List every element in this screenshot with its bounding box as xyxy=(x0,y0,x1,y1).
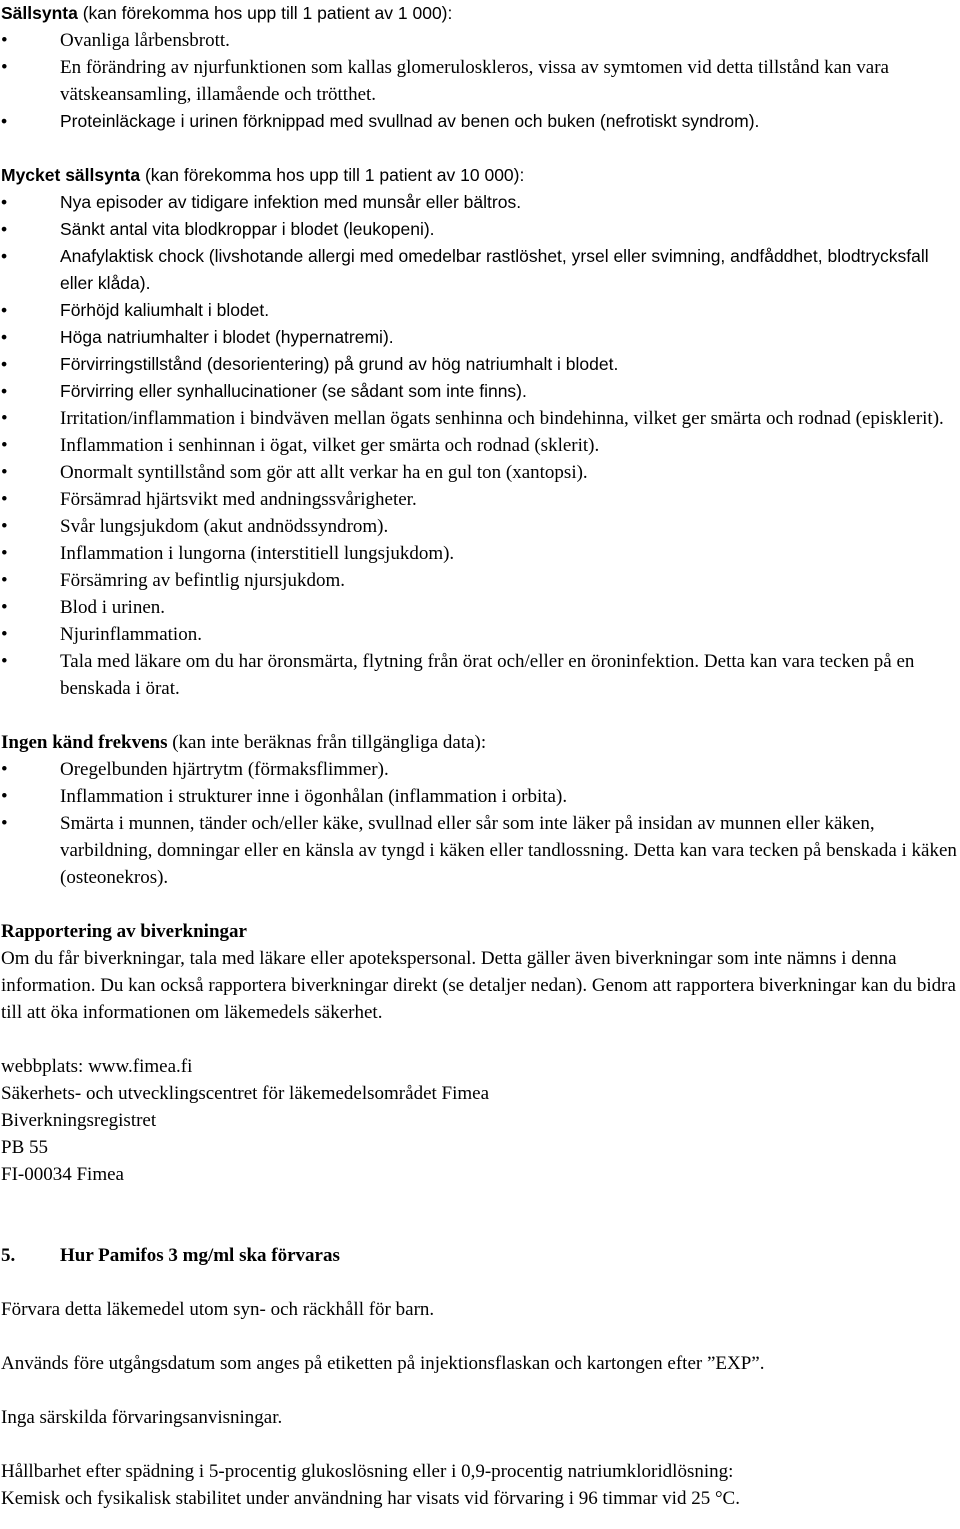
reporting-heading: Rapportering av biverkningar xyxy=(1,921,247,942)
storage-paragraph: Inga särskilda förvaringsanvisningar. xyxy=(1,1407,283,1428)
bullet-icon: • xyxy=(1,327,8,347)
rare-heading-line xyxy=(1,0,960,27)
rare-section xyxy=(1,0,960,135)
spacer xyxy=(1,1215,960,1242)
unknown-frequency-section xyxy=(1,729,960,891)
unknown-heading: Ingen känd frekvens xyxy=(1,732,168,753)
list-item-text: Nya episoder av tidigare infektion med munsår eller bältros. xyxy=(60,192,522,212)
po-box-line: PB 55 xyxy=(1,1137,48,1158)
storage-paragraph: Förvara detta läkemedel utom syn- och räckhåll för barn. xyxy=(1,1299,435,1320)
bullet-icon: • xyxy=(1,786,8,807)
stability-line: Kemisk och fysikalisk stabilitet under användning har visats vid förvaring i 96 timmar vid 25 °C. xyxy=(1,1488,740,1509)
bullet-icon: • xyxy=(1,246,8,266)
list-item xyxy=(1,108,960,135)
list-item xyxy=(1,594,960,621)
rare-heading-rest: (kan förekomma hos upp till 1 patient av 1 000): xyxy=(77,3,453,23)
list-item xyxy=(1,405,960,432)
section-5-heading xyxy=(1,1242,960,1269)
list-item-text: Irritation/inflammation i bindväven mellan ögats senhinna och bindehinna, vilket ger smärta och rodnad (episklerit). xyxy=(60,408,944,429)
list-item xyxy=(1,486,960,513)
spacer xyxy=(1,1323,960,1350)
bullet-icon: • xyxy=(1,489,8,510)
very-rare-heading-line xyxy=(1,162,960,189)
list-item-text: Förhöjd kaliumhalt i blodet. xyxy=(60,300,270,320)
list-item-text: Sänkt antal vita blodkroppar i blodet (leukopeni). xyxy=(60,219,435,239)
list-item-text: Tala med läkare om du har öronsmärta, flytning från örat och/eller en öroninfektion. Detta kan vara tecken på en benskada i örat. xyxy=(60,651,915,699)
list-item xyxy=(1,540,960,567)
list-item xyxy=(1,756,960,783)
unknown-heading-rest: (kan inte beräknas från tillgängliga data): xyxy=(167,732,487,753)
spacer xyxy=(1,702,960,729)
list-item-text: Onormalt syntillstånd som gör att allt verkar ha en gul ton (xantopsi). xyxy=(60,462,588,483)
list-item-text: Inflammation i strukturer inne i ögonhålan (inflammation i orbita). xyxy=(60,786,568,807)
bullet-icon: • xyxy=(1,111,8,131)
registry-line: Biverkningsregistret xyxy=(1,1110,157,1131)
bullet-icon: • xyxy=(1,543,8,564)
list-item-text: Förvirring eller synhallucinationer (se sådant som inte finns). xyxy=(60,381,527,401)
stability-line: Hållbarhet efter spädning i 5-procentig glukoslösning eller i 0,9-procentig natriumkloridlösning: xyxy=(1,1461,734,1482)
list-item xyxy=(1,351,960,378)
spacer xyxy=(1,1377,960,1404)
bullet-icon: • xyxy=(1,354,8,374)
storage-paragraph: Används före utgångsdatum som anges på etiketten på injektionsflaskan och kartongen efter ”EXP”. xyxy=(1,1353,765,1374)
list-item xyxy=(1,324,960,351)
list-item xyxy=(1,567,960,594)
spacer xyxy=(1,1188,960,1215)
list-item xyxy=(1,378,960,405)
list-item xyxy=(1,27,960,54)
list-item xyxy=(1,216,960,243)
bullet-icon: • xyxy=(1,624,8,645)
bullet-icon: • xyxy=(1,57,8,78)
spacer xyxy=(1,1026,960,1053)
list-item xyxy=(1,432,960,459)
very-rare-list xyxy=(1,189,960,702)
list-item-text: Oregelbunden hjärtrytm (förmaksflimmer). xyxy=(60,759,389,780)
list-item-text: Höga natriumhalter i blodet (hypernatremi). xyxy=(60,327,394,347)
list-item-text: Njurinflammation. xyxy=(60,624,202,645)
rare-heading: Sällsynta xyxy=(1,3,78,23)
section-5 xyxy=(1,1242,960,1512)
unknown-heading-line xyxy=(1,729,960,756)
bullet-icon: • xyxy=(1,462,8,483)
list-item-text: Proteinläckage i urinen förknippad med svullnad av benen och buken (nefrotiskt syndrom). xyxy=(60,111,760,131)
postal-code-line: FI-00034 Fimea xyxy=(1,1164,124,1185)
spacer xyxy=(1,891,960,918)
list-item xyxy=(1,513,960,540)
unknown-list xyxy=(1,756,960,891)
bullet-icon: • xyxy=(1,516,8,537)
bullet-icon: • xyxy=(1,597,8,618)
list-item xyxy=(1,810,960,891)
list-item-text: Försämrad hjärtsvikt med andningssvårigheter. xyxy=(60,489,417,510)
list-item-text: Anafylaktisk chock (livshotande allergi med omedelbar rastlöshet, yrsel eller svimning, andfåddhet, blodtrycksfall eller klåda). xyxy=(60,246,929,293)
list-item xyxy=(1,54,960,108)
organisation-line: Säkerhets- och utvecklingscentret för läkemedelsområdet Fimea xyxy=(1,1083,490,1104)
very-rare-section xyxy=(1,162,960,702)
bullet-icon: • xyxy=(1,381,8,401)
list-item xyxy=(1,189,960,216)
spacer xyxy=(1,1269,960,1296)
bullet-icon: • xyxy=(1,192,8,212)
rare-list xyxy=(1,27,960,135)
list-item-text: Försämring av befintlig njursjukdom. xyxy=(60,570,345,591)
bullet-icon: • xyxy=(1,300,8,320)
list-item xyxy=(1,297,960,324)
list-item-text: Förvirringstillstånd (desorientering) på grund av hög natriumhalt i blodet. xyxy=(60,354,619,374)
list-item-text: Ovanliga lårbensbrott. xyxy=(60,30,230,51)
bullet-icon: • xyxy=(1,813,8,834)
website-line: webbplats: www.fimea.fi xyxy=(1,1056,193,1077)
list-item xyxy=(1,783,960,810)
list-item-text: Svår lungsjukdom (akut andnödssyndrom). xyxy=(60,516,389,537)
list-item-text: Blod i urinen. xyxy=(60,597,166,618)
list-item-text: Inflammation i lungorna (interstitiell lungsjukdom). xyxy=(60,543,455,564)
list-item xyxy=(1,243,960,297)
reporting-text: Om du får biverkningar, tala med läkare eller apotekspersonal. Detta gäller även biverkningar som inte nämns i denna information. Du kan också rapportera biverkningar direkt (se detaljer nedan). Genom att rapportera biverkningar kan du bidra till att öka informationen om läkemedels säkerhet. xyxy=(1,948,956,1023)
bullet-icon: • xyxy=(1,219,8,239)
spacer xyxy=(1,1431,960,1458)
list-item xyxy=(1,648,960,702)
section-number: 5. xyxy=(1,1245,16,1266)
very-rare-heading-rest: (kan förekomma hos upp till 1 patient av 10 000): xyxy=(140,165,525,185)
bullet-icon: • xyxy=(1,435,8,456)
list-item-text: Smärta i munnen, tänder och/eller käke, svullnad eller sår som inte läker på insidan av munnen eller käken, varbildning, domningar eller en känsla av tyngd i käken eller tandlossning. Detta kan vara tecken på benskada i käken (osteonekros). xyxy=(60,813,957,888)
list-item xyxy=(1,459,960,486)
reporting-section xyxy=(1,918,960,1026)
section-title: Hur Pamifos 3 mg/ml ska förvaras xyxy=(60,1245,340,1266)
bullet-icon: • xyxy=(1,651,8,672)
list-item-text: En förändring av njurfunktionen som kallas glomeruloskleros, vissa av symtomen vid detta tillstånd kan vara vätskeansamling, illamående och trötthet. xyxy=(60,57,889,105)
spacer xyxy=(1,135,960,162)
bullet-icon: • xyxy=(1,30,8,51)
list-item xyxy=(1,621,960,648)
bullet-icon: • xyxy=(1,759,8,780)
address-block xyxy=(1,1053,960,1188)
very-rare-heading: Mycket sällsynta xyxy=(1,165,141,185)
bullet-icon: • xyxy=(1,408,8,429)
bullet-icon: • xyxy=(1,570,8,591)
list-item-text: Inflammation i senhinnan i ögat, vilket ger smärta och rodnad (sklerit). xyxy=(60,435,600,456)
